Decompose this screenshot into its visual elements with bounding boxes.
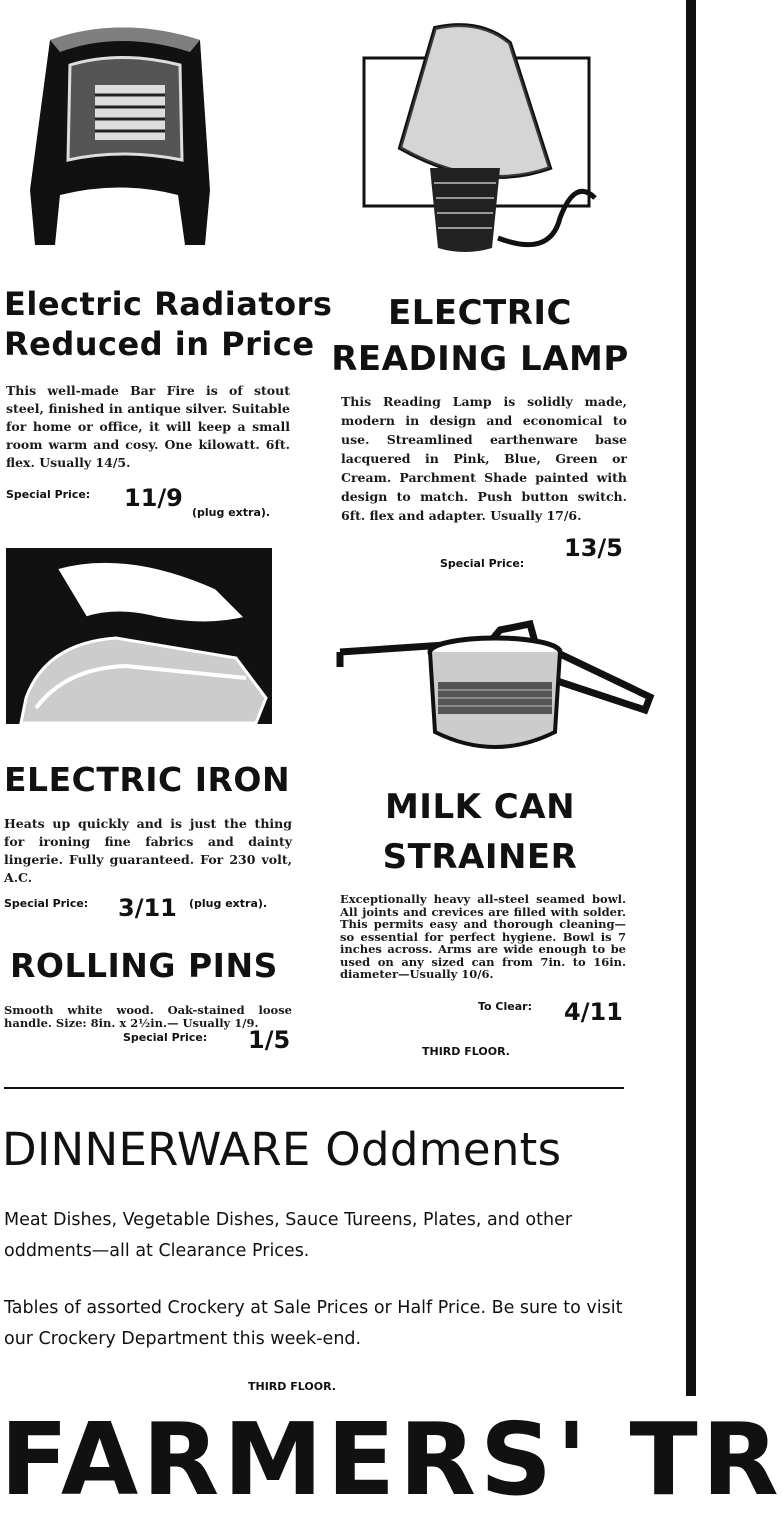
section-divider <box>4 1087 624 1089</box>
lamp-special-label: Special Price: <box>440 557 525 570</box>
milk-can-strainer-illustration <box>330 612 662 760</box>
strainer-description: Exceptionally heavy all-steel seamed bowl. All joints and crevices are filled with solder. This permits easy and thorough cleaning—so essential for perfect hygiene. Bowl is 7 inches across. Arms are wide enough to be used on any sized can from 7in. to 16in. diameter—Usually 10/6. <box>340 892 626 981</box>
radiators-description: This well-made Bar Fire is of stout steel, finished in antique silver. Suitable for home or office, it will keep a small room warm and cosy. One kilowatt. 6ft. flex. Usually 14/5. <box>6 383 290 470</box>
radiators-plug-note: (plug extra). <box>192 506 271 519</box>
strainer-price: 4/11 <box>564 998 623 1026</box>
pins-price-line <box>120 1026 300 1058</box>
lamp-title-line2: READING LAMP <box>331 339 629 379</box>
dinnerware-floor-label: THIRD FLOOR. <box>248 1380 336 1393</box>
iron-price-line <box>4 892 299 926</box>
radiators-special-label: Special Price: <box>6 488 91 501</box>
radiators-price-line <box>6 484 296 524</box>
lamp-description: This Reading Lamp is solidly made, modern in design and economical to use. Streamlined earthenware base lacquered in Pink, Blue, Green or Cream. Parchment Shade painted with design to match. Push button switch. 6ft. flex and adapter. Usually 17/6. <box>341 394 627 523</box>
iron-special-label: Special Price: <box>4 897 89 910</box>
radiators-title-line2: Reduced in Price <box>4 325 315 363</box>
pins-special-label: Special Price: <box>123 1031 208 1044</box>
radiators-price: 11/9 <box>124 484 183 512</box>
strainer-title-line1: MILK CAN <box>384 787 576 827</box>
reading-lamp-illustration <box>360 18 610 263</box>
lamp-price: 13/5 <box>564 534 623 562</box>
pins-title: ROLLING PINS <box>10 946 278 985</box>
strainer-price-line <box>470 996 630 1030</box>
dinnerware-paragraph-2: Tables of assorted Crockery at Sale Prices or Half Price. Be sure to visit our Crockery Department this week-end. <box>4 1298 623 1349</box>
strainer-title-line2: STRAINER <box>382 837 578 877</box>
radiators-title <box>4 284 332 364</box>
radiators-title-line1: Electric Radiators <box>4 285 333 323</box>
pins-price: 1/5 <box>248 1026 291 1054</box>
dinnerware-title: DINNERWARE Oddments <box>2 1123 562 1176</box>
lamp-price-line <box>440 532 630 568</box>
pins-description: Smooth white wood. Oak-stained loose handle. Size: 8in. x 2½in.— Usually 1/9. <box>4 1003 292 1030</box>
electric-iron-illustration <box>6 548 272 732</box>
iron-plug-note: (plug extra). <box>189 897 268 910</box>
bar-fire-illustration <box>10 20 230 255</box>
strainer-floor-label: THIRD FLOOR. <box>422 1045 510 1058</box>
column-rule <box>686 0 696 1396</box>
iron-description: Heats up quickly and is just the thing for ironing fine fabrics and dainty lingerie. Fully guaranteed. For 230 volt, A.C. <box>4 816 292 885</box>
dinnerware-paragraph-1: Meat Dishes, Vegetable Dishes, Sauce Tureens, Plates, and other oddments—all at Clearance Prices. <box>4 1210 573 1261</box>
strainer-clear-label: To Clear: <box>478 1000 532 1013</box>
lamp-title-line1: ELECTRIC <box>387 293 573 333</box>
lamp-title <box>330 290 630 382</box>
iron-price: 3/11 <box>118 894 177 922</box>
iron-title: ELECTRIC IRON <box>4 760 291 799</box>
strainer-title <box>330 782 630 882</box>
farmers-banner: FARMERS' TR <box>0 1401 783 1518</box>
